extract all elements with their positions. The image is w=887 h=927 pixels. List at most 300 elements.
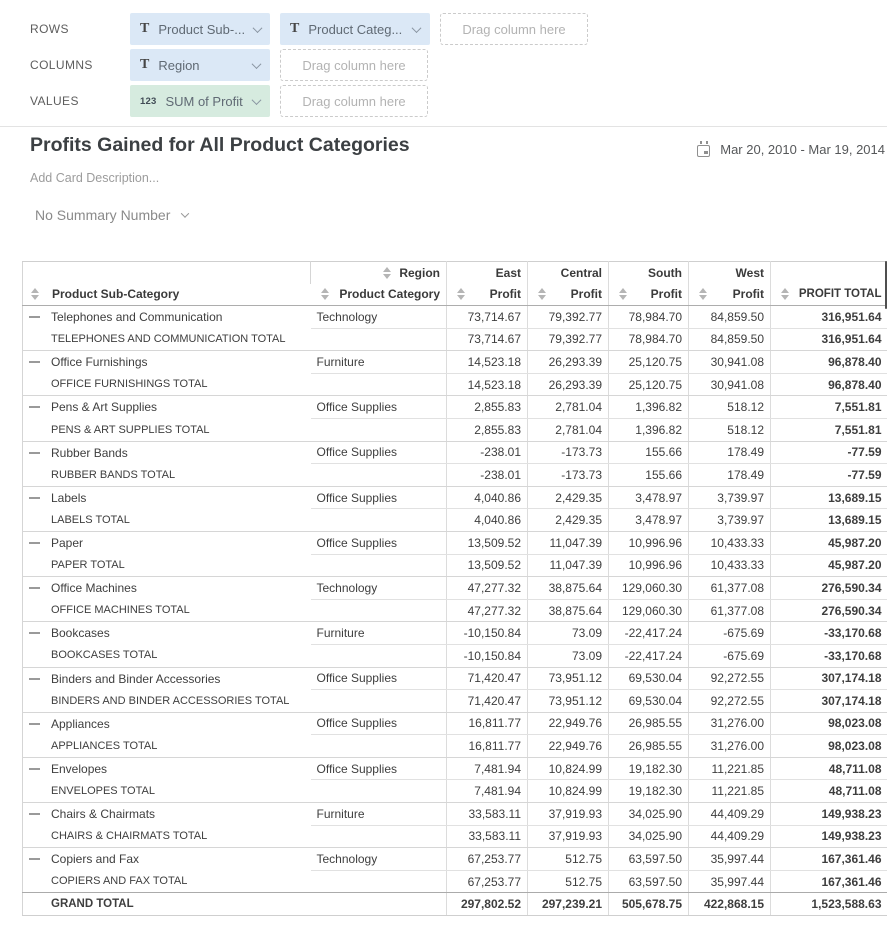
columns-dropzone[interactable]: Drag column here [280,49,428,81]
profit-total-cell: 307,174.18 [771,690,887,713]
west-profit-cell: 92,272.55 [689,690,771,713]
pivot-table [22,261,887,916]
summary-number-label: No Summary Number [35,207,171,223]
sort-icon[interactable] [31,288,39,300]
product-category-cell: Furniture [311,622,447,645]
central-profit-cell: 11,047.39 [528,531,609,554]
central-profit-cell: 11,047.39 [528,554,609,577]
central-profit-cell: -173.73 [528,441,609,464]
west-profit-cell: 178.49 [689,441,771,464]
collapse-icon[interactable] [29,813,40,815]
south-profit-cell: 26,985.55 [609,735,689,758]
profit-total-cell: 7,551.81 [771,418,887,441]
sub-category-cell [23,531,311,554]
date-range-text: Mar 20, 2010 - Mar 19, 2014 [720,142,885,157]
east-profit-cell: 73,714.67 [447,306,528,329]
south-profit-cell: 25,120.75 [609,373,689,396]
profit-total-cell: 307,174.18 [771,667,887,690]
central-profit-cell: 38,875.64 [528,577,609,600]
south-profit-cell: 155.66 [609,441,689,464]
south-profit-cell: 63,597.50 [609,870,689,893]
chevron-down-icon[interactable] [252,95,262,105]
sort-icon[interactable] [619,288,627,300]
table-row [23,577,887,600]
product-category-cell [311,780,447,803]
date-range-selector[interactable] [697,142,885,157]
product-category-cell: Office Supplies [311,531,447,554]
chip-label: Region [158,57,200,73]
south-profit-cell: 10,996.96 [609,554,689,577]
sub-category-label: Chairs & Chairmats [51,807,156,822]
east-profit-cell: 33,583.11 [447,803,528,826]
sub-category-total-label: ENVELOPES TOTAL [23,780,311,803]
central-profit-header[interactable]: Profit [528,284,609,306]
sub-category-cell [23,351,311,374]
profit-total-cell: 276,590.34 [771,577,887,600]
rows-dropzone[interactable]: Drag column here [440,13,588,45]
product-category-cell [311,418,447,441]
south-profit-cell: 63,597.50 [609,848,689,871]
south-profit-cell: 129,060.30 [609,599,689,622]
table-total-row [23,418,887,441]
table-total-row [23,644,887,667]
product-category-cell: Technology [311,848,447,871]
table-row [23,441,887,464]
west-profit-cell: 518.12 [689,418,771,441]
south-profit-cell: 155.66 [609,464,689,487]
chevron-down-icon[interactable] [252,59,262,69]
text-type-icon: T [290,21,300,36]
sub-category-total-label: LABELS TOTAL [23,509,311,532]
sub-category-label: Rubber Bands [51,445,128,460]
central-profit-cell: 22,949.76 [528,712,609,735]
central-profit-cell: 73.09 [528,622,609,645]
east-profit-cell: 4,040.86 [447,486,528,509]
product-category-cell [311,690,447,713]
table-row [23,306,887,329]
sort-icon[interactable] [321,288,329,300]
sub-category-total-label: COPIERS AND FAX TOTAL [23,870,311,893]
sub-category-label: Envelopes [51,761,108,776]
sub-category-total-label: BOOKCASES TOTAL [23,644,311,667]
rows-config-row [0,13,887,45]
south-profit-cell: 34,025.90 [609,803,689,826]
sort-icon[interactable] [538,288,546,300]
east-profit-cell: 73,714.67 [447,328,528,351]
east-profit-cell: 4,040.86 [447,509,528,532]
rows-chip-product-sub-category[interactable] [130,13,270,45]
east-profit-cell: 67,253.77 [447,870,528,893]
region-west-header: West [689,262,771,284]
product-category-cell: Furniture [311,803,447,826]
east-profit-cell: 13,509.52 [447,531,528,554]
text-type-icon: T [140,57,150,72]
card-description-placeholder[interactable]: Add Card Description... [30,171,160,185]
east-profit-cell: 16,811.77 [447,735,528,758]
central-profit-cell: 79,392.77 [528,306,609,329]
sub-category-label: Paper [51,535,84,550]
west-profit-cell: 11,221.85 [689,780,771,803]
product-category-cell: Office Supplies [311,712,447,735]
south-profit-cell: 129,060.30 [609,577,689,600]
profit-total-cell: 45,987.20 [771,554,887,577]
south-profit-header[interactable]: Profit [609,284,689,306]
sub-category-total-label: RUBBER BANDS TOTAL [23,464,311,487]
chip-label: SUM of Profit [165,93,243,109]
table-total-row [23,328,887,351]
west-profit-cell: 30,941.08 [689,351,771,374]
central-profit-cell: 2,781.04 [528,396,609,419]
south-profit-cell: 19,182.30 [609,757,689,780]
grand-total-label: GRAND TOTAL [23,893,311,916]
sub-category-cell [23,757,311,780]
collapse-icon[interactable] [29,361,40,363]
west-profit-cell: 11,221.85 [689,757,771,780]
collapse-icon[interactable] [29,406,40,408]
sub-category-cell [23,306,311,329]
collapse-icon[interactable] [29,632,40,634]
table-total-row [23,870,887,893]
east-profit-cell: 297,802.52 [447,893,528,916]
sub-category-label: Appliances [51,716,110,731]
west-profit-cell: -675.69 [689,644,771,667]
product-category-cell [311,373,447,396]
values-dropzone[interactable]: Drag column here [280,85,428,117]
profit-total-cell: 167,361.46 [771,870,887,893]
sub-category-label: Labels [51,490,87,505]
west-profit-cell: 3,739.97 [689,509,771,532]
central-profit-cell: 2,781.04 [528,418,609,441]
table-total-row [23,780,887,803]
table-row [23,622,887,645]
east-profit-cell: 47,277.32 [447,599,528,622]
chevron-down-icon[interactable] [412,23,422,33]
west-profit-cell: 84,859.50 [689,306,771,329]
central-profit-cell: 26,293.39 [528,373,609,396]
south-profit-cell: 34,025.90 [609,825,689,848]
table-total-row [23,690,887,713]
south-profit-cell: 3,478.97 [609,509,689,532]
profit-total-cell: 149,938.23 [771,803,887,826]
sort-icon[interactable] [457,288,465,300]
east-profit-cell: 14,523.18 [447,351,528,374]
central-profit-cell: 2,429.35 [528,486,609,509]
east-profit-cell: 67,253.77 [447,848,528,871]
central-profit-cell: 2,429.35 [528,509,609,532]
product-category-cell [311,328,447,351]
east-profit-cell: 71,420.47 [447,690,528,713]
sub-category-total-label: TELEPHONES AND COMMUNICATION TOTAL [23,328,311,351]
product-category-cell: Office Supplies [311,486,447,509]
east-profit-cell: 7,481.94 [447,780,528,803]
central-profit-cell: 73,951.12 [528,690,609,713]
west-profit-cell: 61,377.08 [689,577,771,600]
profit-total-cell: 48,711.08 [771,780,887,803]
sort-icon[interactable] [383,267,391,279]
product-category-cell [311,554,447,577]
product-category-cell [311,893,447,916]
sub-category-cell [23,848,311,871]
sub-category-label: Copiers and Fax [51,852,140,867]
central-profit-cell: 10,824.99 [528,780,609,803]
west-profit-cell: 31,276.00 [689,735,771,758]
text-type-icon: T [140,21,150,36]
sub-category-total-label: PAPER TOTAL [23,554,311,577]
west-profit-cell: 44,409.29 [689,825,771,848]
region-central-header: Central [528,262,609,284]
south-profit-cell: 1,396.82 [609,396,689,419]
sort-icon[interactable] [781,288,789,300]
column-header-row [23,284,887,306]
chip-label: Product Categ... [308,21,403,37]
summary-number-selector[interactable] [35,207,188,223]
west-profit-cell: 10,433.33 [689,554,771,577]
east-profit-cell: 71,420.47 [447,667,528,690]
profit-total-cell: 316,951.64 [771,306,887,329]
south-profit-cell: 26,985.55 [609,712,689,735]
table-total-row [23,825,887,848]
south-profit-cell: 505,678.75 [609,893,689,916]
calendar-icon [697,145,710,157]
south-profit-cell: 3,478.97 [609,486,689,509]
number-type-icon: 123 [140,95,157,107]
west-profit-cell: 35,997.44 [689,848,771,871]
blank-header-cell [23,262,311,284]
product-category-header[interactable]: Product Category [311,284,447,306]
central-profit-cell: -173.73 [528,464,609,487]
product-sub-category-header[interactable]: Product Sub-Category [23,284,311,306]
columns-config-row [0,49,887,81]
table-total-row [23,735,887,758]
sub-category-cell [23,396,311,419]
table-row [23,712,887,735]
south-profit-cell: 19,182.30 [609,780,689,803]
profit-total-cell: 1,523,588.63 [771,893,887,916]
south-profit-cell: 78,984.70 [609,306,689,329]
west-profit-cell: 10,433.33 [689,531,771,554]
chevron-down-icon[interactable] [253,23,263,33]
collapse-icon[interactable] [29,497,40,499]
west-profit-cell: 92,272.55 [689,667,771,690]
central-profit-cell: 79,392.77 [528,328,609,351]
sub-category-cell [23,622,311,645]
profit-total-cell: -33,170.68 [771,644,887,667]
region-header-label: Region [399,265,440,280]
profit-total-cell: -77.59 [771,441,887,464]
product-category-cell: Office Supplies [311,441,447,464]
sub-category-cell [23,712,311,735]
central-profit-cell: 26,293.39 [528,351,609,374]
table-total-row [23,509,887,532]
profit-total-cell: 13,689.15 [771,486,887,509]
sub-category-label: Binders and Binder Accessories [51,671,221,686]
collapse-icon[interactable] [29,587,40,589]
east-profit-cell: 33,583.11 [447,825,528,848]
sub-category-label: Bookcases [51,626,110,641]
table-total-row [23,599,887,622]
product-category-cell [311,735,447,758]
sub-category-label: Office Machines [51,581,137,596]
columns-label: COLUMNS [30,58,93,72]
profit-total-cell: 316,951.64 [771,328,887,351]
sub-category-total-label: OFFICE FURNISHINGS TOTAL [23,373,311,396]
collapse-icon[interactable] [29,316,40,318]
table-total-row [23,464,887,487]
west-profit-cell: 84,859.50 [689,328,771,351]
values-label: VALUES [30,94,79,108]
south-profit-cell: 78,984.70 [609,328,689,351]
product-category-cell: Furniture [311,351,447,374]
product-category-cell [311,509,447,532]
sub-category-total-label: CHAIRS & CHAIRMATS TOTAL [23,825,311,848]
east-profit-cell: 7,481.94 [447,757,528,780]
product-category-cell: Office Supplies [311,667,447,690]
sub-category-cell [23,803,311,826]
east-profit-header[interactable]: Profit [447,284,528,306]
collapse-icon[interactable] [29,542,40,544]
west-profit-cell: 518.12 [689,396,771,419]
rows-chip-product-category[interactable] [280,13,430,45]
central-profit-cell: 297,239.21 [528,893,609,916]
collapse-icon[interactable] [29,858,40,860]
profit-total-cell: 45,987.20 [771,531,887,554]
collapse-icon[interactable] [29,723,40,725]
product-category-cell [311,825,447,848]
east-profit-cell: -10,150.84 [447,622,528,645]
central-profit-cell: 73,951.12 [528,667,609,690]
south-profit-cell: 25,120.75 [609,351,689,374]
card-title: Profits Gained for All Product Categories [30,134,410,156]
west-profit-cell: 3,739.97 [689,486,771,509]
product-category-cell [311,599,447,622]
blank-header-cell [771,262,887,284]
product-category-cell [311,644,447,667]
grand-total-row [23,893,887,916]
sub-category-label: Telephones and Communication [51,310,223,325]
profit-total-cell: -33,170.68 [771,622,887,645]
chip-label: Product Sub-... [158,21,246,37]
sub-category-total-label: OFFICE MACHINES TOTAL [23,599,311,622]
central-profit-cell: 38,875.64 [528,599,609,622]
sort-icon[interactable] [699,288,707,300]
west-profit-cell: 31,276.00 [689,712,771,735]
east-profit-cell: -238.01 [447,441,528,464]
sub-category-cell [23,667,311,690]
table-total-row [23,373,887,396]
central-profit-cell: 73.09 [528,644,609,667]
west-profit-cell: 61,377.08 [689,599,771,622]
profit-total-cell: 98,023.08 [771,735,887,758]
west-profit-cell: 178.49 [689,464,771,487]
table-row [23,667,887,690]
south-profit-cell: 69,530.04 [609,667,689,690]
product-category-cell [311,870,447,893]
sub-category-total-label: APPLIANCES TOTAL [23,735,311,758]
south-profit-cell: -22,417.24 [609,644,689,667]
central-profit-cell: 10,824.99 [528,757,609,780]
table-body [23,306,887,916]
region-header-row [23,262,887,284]
sub-category-cell [23,486,311,509]
table-row [23,848,887,871]
central-profit-cell: 37,919.93 [528,825,609,848]
product-category-cell: Office Supplies [311,396,447,419]
profit-total-cell: 96,878.40 [771,373,887,396]
table-row [23,757,887,780]
region-header-cell[interactable] [311,262,447,284]
sub-category-label: Pens & Art Supplies [51,400,158,415]
central-profit-cell: 37,919.93 [528,803,609,826]
central-profit-cell: 22,949.76 [528,735,609,758]
values-chip-sum-of-profit[interactable] [130,85,270,117]
south-profit-cell: 1,396.82 [609,418,689,441]
west-profit-cell: 35,997.44 [689,870,771,893]
sub-category-cell [23,441,311,464]
sub-category-total-label: BINDERS AND BINDER ACCESSORIES TOTAL [23,690,311,713]
product-category-cell: Technology [311,577,447,600]
west-profit-header[interactable]: Profit [689,284,771,306]
west-profit-cell: 44,409.29 [689,803,771,826]
table-row [23,803,887,826]
profit-total-cell: 48,711.08 [771,757,887,780]
west-profit-cell: 422,868.15 [689,893,771,916]
east-profit-cell: 14,523.18 [447,373,528,396]
collapse-icon[interactable] [29,768,40,770]
south-profit-cell: -22,417.24 [609,622,689,645]
region-east-header: East [447,262,528,284]
profit-total-cell: 7,551.81 [771,396,887,419]
sub-category-cell [23,577,311,600]
product-category-cell [311,464,447,487]
south-profit-cell: 69,530.04 [609,690,689,713]
east-profit-cell: 16,811.77 [447,712,528,735]
central-profit-cell: 512.75 [528,848,609,871]
table-row [23,531,887,554]
east-profit-cell: 47,277.32 [447,577,528,600]
sub-category-total-label: PENS & ART SUPPLIES TOTAL [23,418,311,441]
table-row [23,486,887,509]
east-profit-cell: -10,150.84 [447,644,528,667]
profit-total-cell: 167,361.46 [771,848,887,871]
chevron-down-icon [181,209,189,217]
table-row [23,351,887,374]
collapse-icon[interactable] [29,678,40,680]
east-profit-cell: 2,855.83 [447,396,528,419]
east-profit-cell: 13,509.52 [447,554,528,577]
profit-total-cell: 149,938.23 [771,825,887,848]
region-south-header: South [609,262,689,284]
profit-total-cell: 98,023.08 [771,712,887,735]
table-row [23,396,887,419]
south-profit-cell: 10,996.96 [609,531,689,554]
east-profit-cell: 2,855.83 [447,418,528,441]
product-category-cell: Technology [311,306,447,329]
table-total-row [23,554,887,577]
collapse-icon[interactable] [29,452,40,454]
values-config-row [0,85,887,117]
rows-label: ROWS [30,22,69,36]
product-category-cell: Office Supplies [311,757,447,780]
columns-chip-region[interactable] [130,49,270,81]
profit-total-cell: 13,689.15 [771,509,887,532]
east-profit-cell: -238.01 [447,464,528,487]
west-profit-cell: -675.69 [689,622,771,645]
profit-total-header[interactable]: PROFIT TOTAL [771,284,887,306]
profit-total-cell: 96,878.40 [771,351,887,374]
central-profit-cell: 512.75 [528,870,609,893]
sub-category-label: Office Furnishings [51,355,148,370]
profit-total-cell: 276,590.34 [771,599,887,622]
